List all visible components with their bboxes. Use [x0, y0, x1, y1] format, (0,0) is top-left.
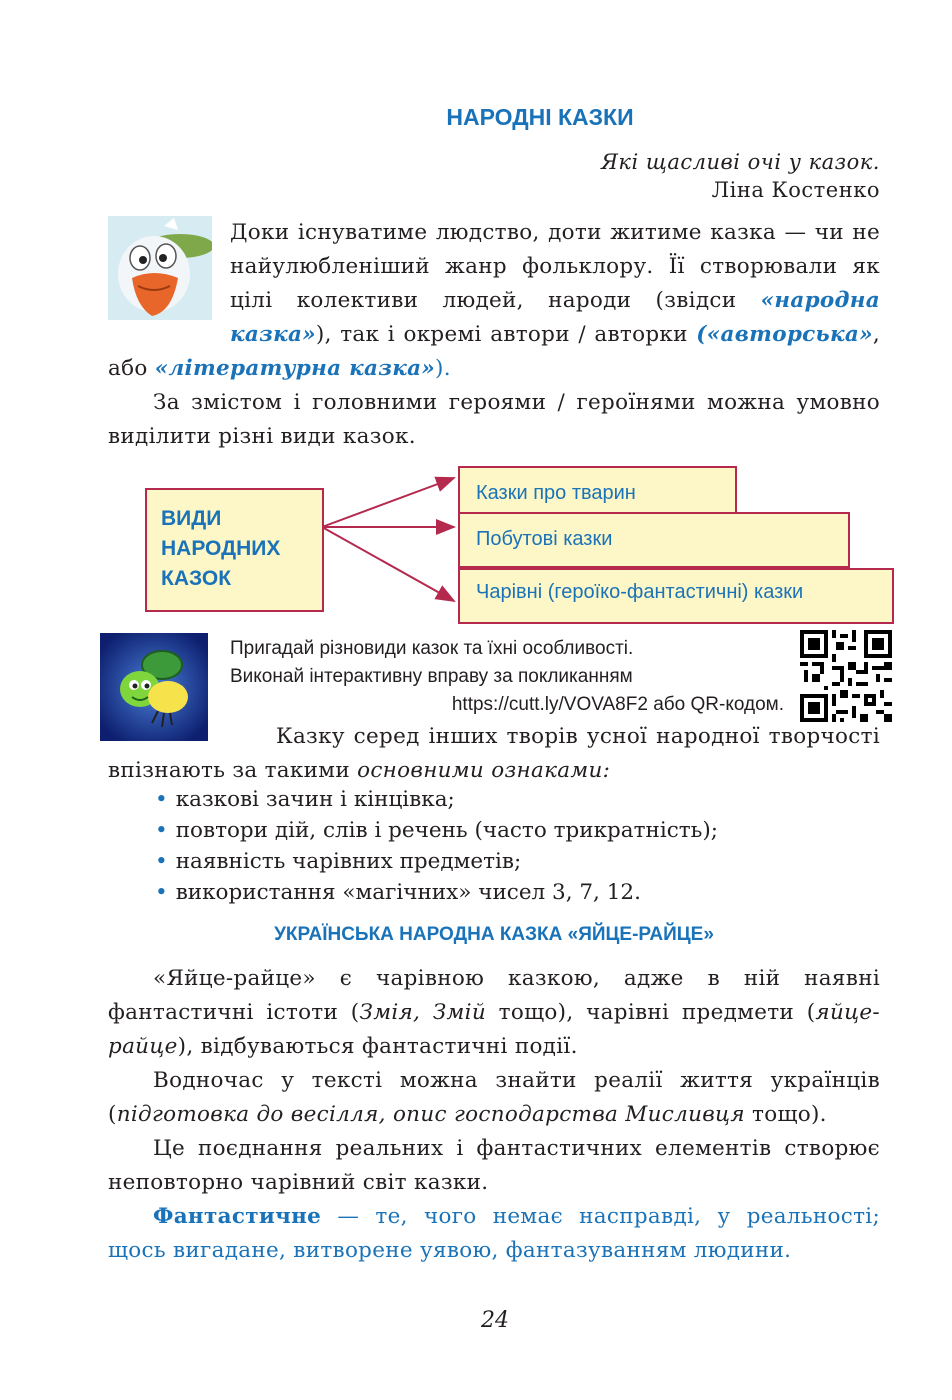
diagram-main-label: ВИДИ НАРОДНИХ КАЗОК: [161, 507, 281, 590]
section-paragraph-1: «Яйце-райце» є чарівною казкою, адже в ній наявні фантастичні істоти (Змія, Змій тощо), чарівні предмети (яйце-райце), відбуваються фантастичні події.: [108, 966, 880, 1059]
bullet-icon: •: [155, 880, 168, 905]
definition-text: — те, чого немає насправді, у реальності; щось вигадане, витворене уявою, фантазуванням людини.: [108, 1204, 880, 1263]
features-list: [155, 784, 718, 908]
intro-paragraph-2: За змістом і головними героями / героїнями можна умовно виділити різні види казок.: [108, 390, 880, 449]
interactive-line-1: Пригадай різновиди казок та їхні особливості.: [230, 638, 634, 659]
diagram-type-2: [458, 512, 850, 568]
interactive-link[interactable]: https://cutt.ly/VOVA8F2 або QR-кодом.: [451, 694, 784, 715]
features-paragraph: [108, 720, 880, 788]
features-lead-em: основними ознаками:: [357, 758, 611, 783]
term-literary-tale: «літературна казка»: [154, 356, 436, 381]
term-folk-tale: «народна казка»: [230, 288, 880, 347]
diagram-type-1-label: Казки про тварин: [476, 482, 636, 504]
page-title: НАРОДНІ КАЗКИ: [446, 104, 634, 130]
section-heading: УКРАЇНСЬКА НАРОДНА КАЗКА «ЯЙЦЕ-РАЙЦЕ»: [274, 924, 714, 945]
epigraph-author: Ліна Костенко: [711, 178, 880, 202]
bullet-icon: •: [155, 818, 168, 843]
qr-code[interactable]: [800, 630, 892, 722]
section-paragraph-2: Водночас у тексті можна знайти реалії життя українців (підготовка до весілля, опис господарства Мисливця тощо).: [108, 1068, 880, 1127]
term-author-tale: («авторська»: [696, 322, 873, 347]
intro-text-3: , або: [108, 322, 880, 381]
page-number: 24: [481, 1308, 509, 1333]
features-lead: Казку серед інших творів усної народної творчості впізнають за такими: [108, 724, 880, 783]
epigraph-quote: Які щасливі очі у казок.: [600, 150, 880, 174]
definition-paragraph: [108, 1200, 880, 1268]
list-item: • наявність чарівних предметів;: [155, 849, 522, 874]
diagram-main-box: [145, 488, 324, 612]
intro-text-2: ), так і окремі автори / авторки: [315, 322, 697, 347]
list-item: • казкові зачин і кінцівка;: [155, 787, 455, 812]
intro-paragraph: [108, 216, 880, 454]
interactive-line-2: Виконай інтерактивну вправу за покликанням: [230, 666, 633, 687]
intro-text-4: ).: [435, 356, 451, 381]
section-paragraph-3: Це поєднання реальних і фантастичних елементів створює неповторно чарівний світ казки.: [108, 1136, 880, 1195]
diagram-type-3: [458, 568, 894, 624]
list-item: • використання «магічних» чисел 3, 7, 12.: [155, 880, 641, 905]
diagram-type-2-label: Побутові казки: [476, 528, 613, 550]
section-body: [108, 962, 880, 1268]
list-item: • повтори дій, слів і речень (часто трикратність);: [155, 818, 718, 843]
diagram-type-3-label: Чарівні (героїко-фантастичні) казки: [476, 581, 804, 603]
definition-term: Фантастичне: [153, 1204, 322, 1229]
bullet-icon: •: [155, 849, 168, 874]
bullet-icon: •: [155, 787, 168, 812]
intro-text-1: Доки існуватиме людство, доти житиме казка — чи не найулюбленіший жанр фольклору. Її створювали як цілі колективи людей, народи (звідси: [230, 220, 880, 313]
diagram-arrows: [320, 470, 470, 610]
